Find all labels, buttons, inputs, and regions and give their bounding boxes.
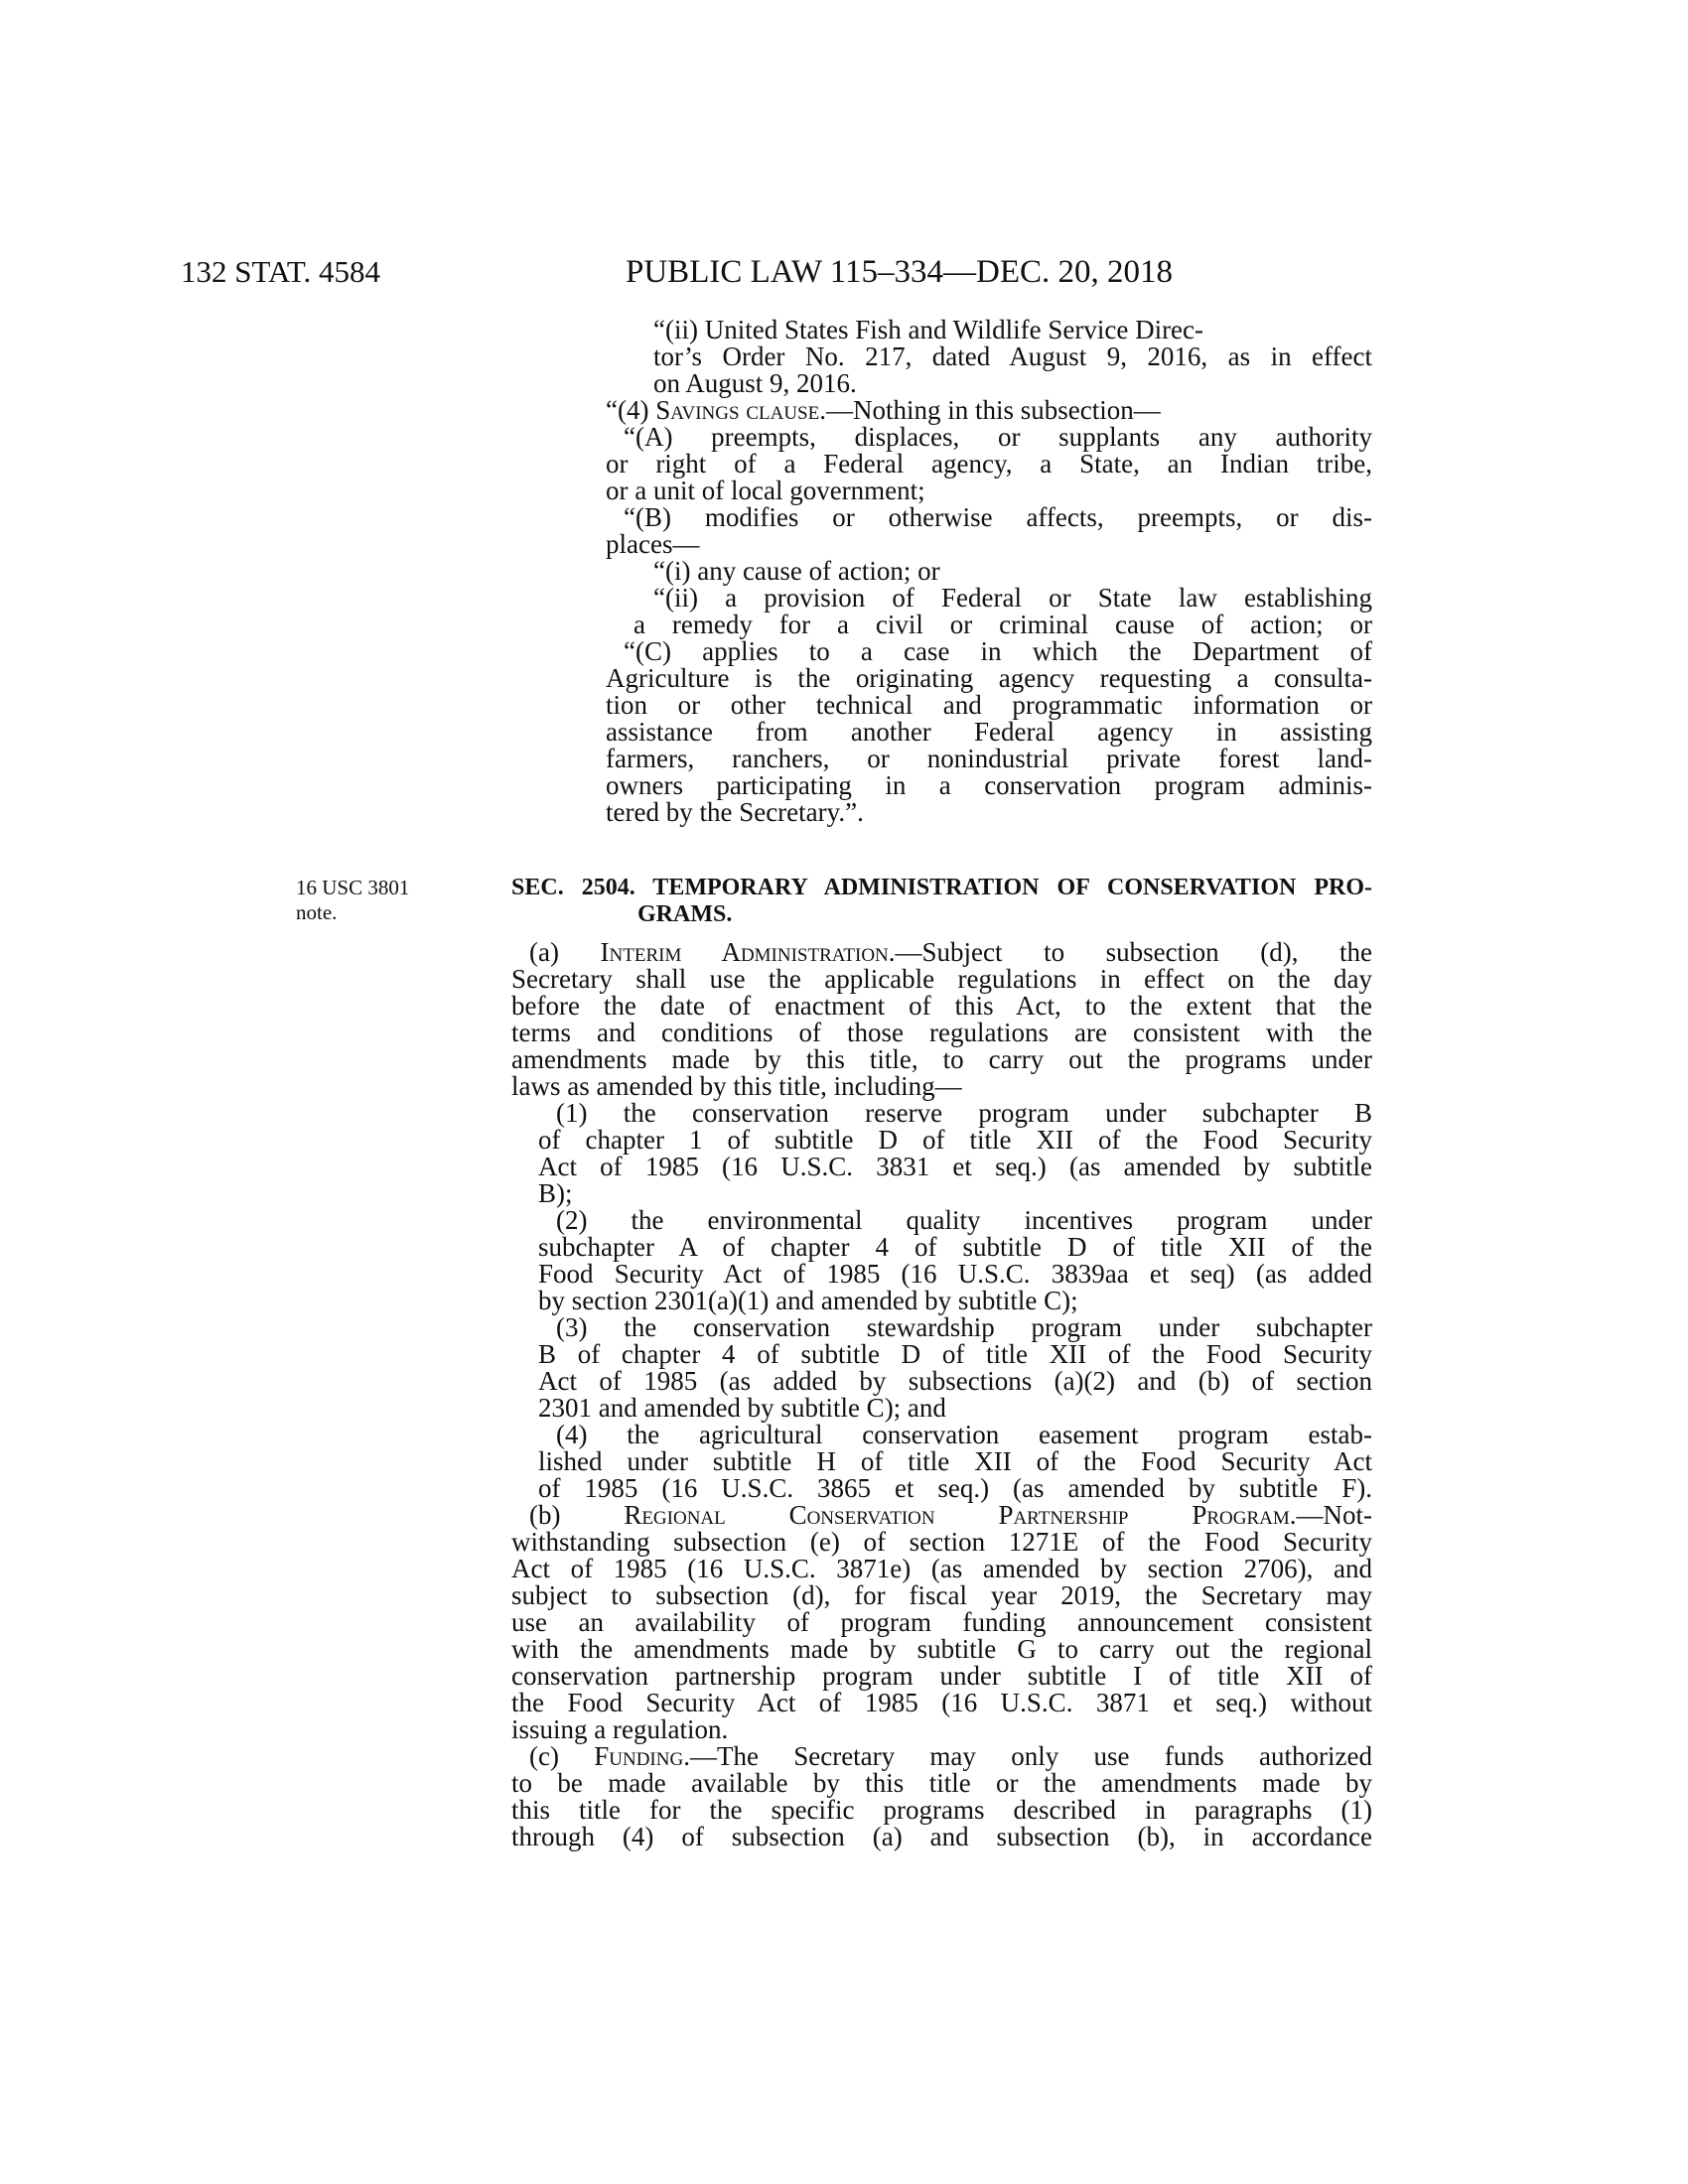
margin-note <box>296 876 409 925</box>
text-line: “(A) preempts, displaces, or supplants any authority <box>624 422 1372 452</box>
text-line: “(ii) a provision of Federal or State law establishing <box>653 583 1372 613</box>
text-line: Food Security Act of 1985 (16 U.S.C. 3839aa et seq) (as added <box>538 1259 1372 1289</box>
text-line: or right of a Federal agency, a State, an Indian tribe, <box>606 449 1372 478</box>
text-line: laws as amended by this title, including— <box>511 1071 962 1101</box>
text-line: subchapter A of chapter 4 of subtitle D of title XII of the <box>538 1232 1372 1262</box>
section-heading-line: GRAMS. <box>637 901 733 927</box>
text-line: withstanding subsection (e) of section 1271E of the Food Security <box>511 1527 1372 1557</box>
margin-note-suffix: note. <box>296 900 338 924</box>
law-title: PUBLIC LAW 115–334—DEC. 20, 2018 <box>626 254 1174 290</box>
text-line: (4) the agricultural conservation easement program estab- <box>556 1420 1372 1449</box>
text-line: places— <box>606 529 700 559</box>
text-line: Act of 1985 (16 U.S.C. 3831 et seq.) (as amended by subtitle <box>538 1152 1372 1181</box>
subsection-b-heading: (b) Regional Conservation Partnership Program.—Not- <box>529 1500 1372 1530</box>
text-line: (1) the conservation reserve program under subchapter B <box>556 1098 1372 1128</box>
text-line: conservation partnership program under subtitle I of title XII of <box>511 1661 1372 1691</box>
text-line: of chapter 1 of subtitle D of title XII of the Food Security <box>538 1125 1372 1155</box>
subsection-a-heading: (a) Interim Administration.—Subject to subsection (d), the <box>529 937 1373 967</box>
text-line: B of chapter 4 of subtitle D of title XII of the Food Security <box>538 1339 1372 1369</box>
savings-clause-label: Savings clause <box>655 395 820 425</box>
text-line: “(B) modifies or otherwise affects, preempts, or dis- <box>624 502 1372 532</box>
text-line: lished under subtitle H of title XII of the Food Security Act <box>538 1446 1372 1476</box>
text-line: (3) the conservation stewardship program under subchapter <box>556 1312 1372 1342</box>
text-line: amendments made by this title, to carry out the programs under <box>511 1044 1372 1074</box>
text-line: use an availability of program funding announcement consistent <box>511 1607 1372 1637</box>
text-line: or a unit of local government; <box>606 476 925 505</box>
text-line: through (4) of subsection (a) and subsection (b), in accordance <box>511 1822 1372 1851</box>
text-line: on August 9, 2016. <box>653 368 857 398</box>
text-line: Secretary shall use the applicable regulations in effect on the day <box>511 964 1372 994</box>
subsection-b-label: Regional Conservation Partnership Program <box>624 1500 1290 1530</box>
text-line: “(i) any cause of action; or <box>653 556 940 586</box>
text-line: farmers, ranchers, or nonindustrial private forest land- <box>606 744 1372 773</box>
text-line: a remedy for a civil or criminal cause of action; or <box>633 610 1372 639</box>
margin-note-citation: 16 USC 3801 <box>296 876 410 899</box>
text-line: the Food Security Act of 1985 (16 U.S.C. 3871 et seq.) without <box>511 1688 1372 1717</box>
text-line: subject to subsection (d), for fiscal year 2019, the Secretary may <box>511 1580 1372 1610</box>
text-line: owners participating in a conservation program adminis- <box>606 770 1372 800</box>
text-line: before the date of enactment of this Act, to the extent that the <box>511 991 1372 1021</box>
text-line: this title for the specific programs described in paragraphs (1) <box>511 1795 1372 1825</box>
text-line: “(ii) United States Fish and Wildlife Service Direc- <box>653 315 1204 344</box>
text-line: (2) the environmental quality incentives program under <box>556 1205 1372 1235</box>
text-line: B); <box>538 1178 573 1208</box>
text-line: by section 2301(a)(1) and amended by subtitle C); <box>538 1286 1078 1315</box>
text-line: issuing a regulation. <box>511 1714 729 1744</box>
text-line: tion or other technical and programmatic information or <box>606 690 1372 720</box>
section-heading-line: SEC. 2504. TEMPORARY ADMINISTRATION OF CONSERVATION PRO- <box>511 875 1372 900</box>
text-line: assistance from another Federal agency in assisting <box>606 717 1372 747</box>
text-line: to be made available by this title or the amendments made by <box>511 1768 1372 1798</box>
text-line: tor’s Order No. 217, dated August 9, 2016, as in effect <box>653 341 1372 371</box>
subsection-c-heading: (c) Funding.—The Secretary may only use funds authorized <box>529 1741 1372 1771</box>
page-header <box>181 252 1372 292</box>
text-line: “(C) applies to a case in which the Department of <box>624 636 1372 666</box>
stat-reference: 132 STAT. 4584 <box>181 254 381 289</box>
text-line: tered by the Secretary.”. <box>606 797 864 827</box>
savings-clause-heading: “(4) Savings clause.—Nothing in this subsection— <box>606 395 1161 425</box>
text-line: Act of 1985 (16 U.S.C. 3871e) (as amended by section 2706), and <box>511 1554 1372 1583</box>
text-line: of 1985 (16 U.S.C. 3865 et seq.) (as amended by subtitle F). <box>538 1473 1372 1503</box>
subsection-c-label: Funding <box>594 1741 684 1771</box>
text-line: 2301 and amended by subtitle C); and <box>538 1393 946 1423</box>
text-line: terms and conditions of those regulations are consistent with the <box>511 1018 1372 1047</box>
text-line: with the amendments made by subtitle G to carry out the regional <box>511 1634 1372 1664</box>
subsection-a-label: Interim Administration <box>600 937 889 967</box>
text-line: Act of 1985 (as added by subsections (a)(2) and (b) of section <box>538 1366 1372 1396</box>
text-line: Agriculture is the originating agency requesting a consulta- <box>606 663 1372 693</box>
